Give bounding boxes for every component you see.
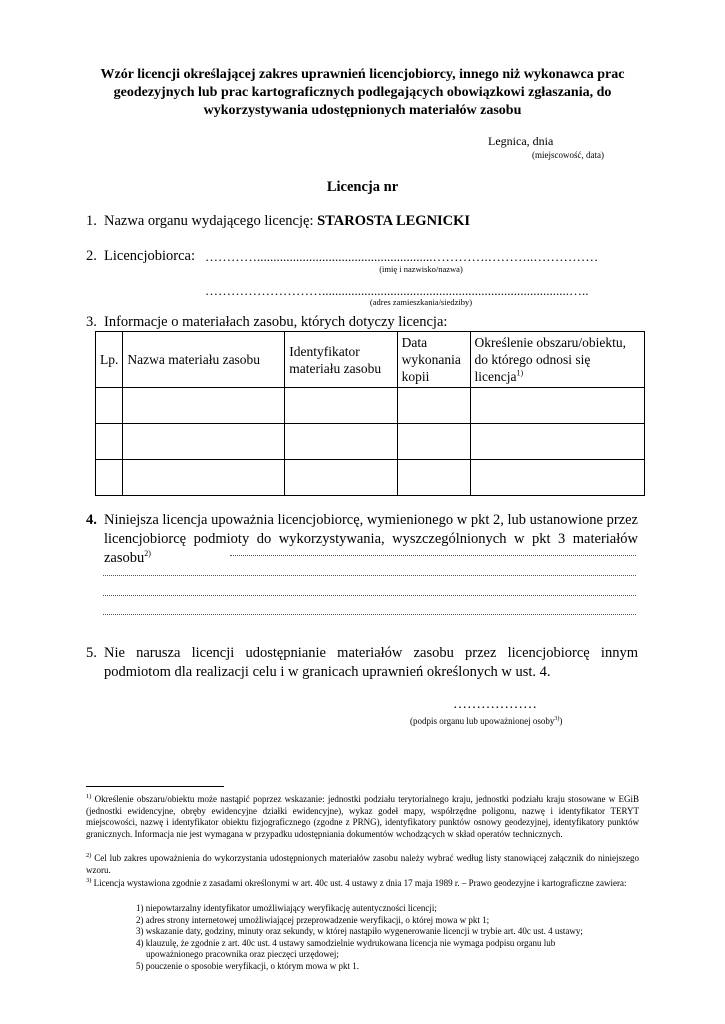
purpose-field-line-2[interactable] xyxy=(103,575,636,576)
item-3-number: 3. xyxy=(86,314,97,330)
materials-table-header xyxy=(96,332,645,388)
footnote-ref-3: 3) xyxy=(554,716,560,722)
table-cell[interactable] xyxy=(285,460,397,496)
table-cell[interactable] xyxy=(96,388,123,424)
list-item: upoważnionego pracownika oraz pieczęci urzędowej; xyxy=(146,949,339,960)
col-header-lp: Lp. xyxy=(96,332,123,388)
item-1-number: 1. xyxy=(86,213,97,229)
footnote-1: $^{1)}$ Określenie obszaru/obiektu może nastąpić poprzez wskazanie: jednostki podziału terytorialnego kraju, jednostki podziału kraju stosowane w EGiB (jednostki ewidencyjne, obręby ewidencyjne działki ewidencyjne), wykaz godeł mapy, współrzędne poligonu, nazwę i identyfikator TERYT miejscowości, nazwę i identyfikator obiektu fizjograficznego (zgodne z PRNG), identyfikatory punktów osnowy geodezyjnej, identyfikatory punktów granicznych. Informacja nie jest wymagana w przypadku udostępniania dokumentów wchodzących w skład operatów technicznych. xyxy=(86,793,639,839)
signature-field[interactable]: ……………… xyxy=(453,697,537,712)
footnote-ref-1: 1) xyxy=(516,368,524,378)
table-cell[interactable] xyxy=(470,460,644,496)
col-header-copy-date: Data wykonania kopii xyxy=(397,332,470,388)
table-cell[interactable] xyxy=(96,460,123,496)
place-date-label: Legnica, dnia xyxy=(488,134,554,148)
table-cell[interactable] xyxy=(397,388,470,424)
license-number-heading: Licencja nr xyxy=(326,179,399,195)
table-cell[interactable] xyxy=(470,424,644,460)
table-cell[interactable] xyxy=(285,424,397,460)
list-item: 4) klauzulę, że zgodnie z art. 40c ust. 4 ustawy samodzielnie wydrukowana licencja nie wymaga podpisu organu lub xyxy=(136,937,556,948)
table-cell[interactable] xyxy=(397,424,470,460)
issuing-authority-value: STAROSTA LEGNICKI xyxy=(317,213,471,229)
item-5 xyxy=(86,644,638,682)
col-header-name: Nazwa materiału zasobu xyxy=(123,332,285,388)
materials-table xyxy=(95,331,645,496)
list-item: 3) wskazanie daty, godziny, minuty oraz sekundy, w której nastąpiło wygenerowanie licencji w trybie art. 40c ust. 4 ustawy; xyxy=(136,926,583,937)
licensee-name-caption: (imię i nazwisko/nazwa) xyxy=(379,264,463,274)
list-item: 1) niepowtarzalny identyfikator umożliwiający weryfikację autentyczności licencji; xyxy=(136,903,437,913)
table-cell[interactable] xyxy=(123,424,285,460)
document-title: Wzór licencji określającej zakres uprawnień licencjobiorcy, innego niż wykonawca prac geodezyjnych lub prac kartograficznych podlegających obowiązkowi zgłaszania, do wykorzystywania udostępnionych materiałów zasobu xyxy=(100,67,625,118)
table-cell[interactable] xyxy=(123,388,285,424)
item-1-label: Nazwa organu wydającego licencję: xyxy=(104,213,314,229)
col-header-area: Określenie obszaru/obiektu, do którego odnosi się licencja$^{1)}$ xyxy=(470,332,644,388)
footnote-3: $^{3)}$ Licencja wystawiona zgodnie z zasadami określonymi w art. 40c ust. 4 ustawy z dnia 17 maja 1989 r. – Prawo geodezyjne i kartograficzne zawiera: xyxy=(86,877,627,888)
table-row xyxy=(96,460,645,496)
item-5-number: 5. xyxy=(86,645,97,661)
table-row xyxy=(96,388,645,424)
footnote-ref-2: 2) xyxy=(144,549,151,559)
place-date-caption: (miejscowość, data) xyxy=(532,150,604,160)
footnote-2: $^{2)}$ Cel lub zakres upoważnienia do wykorzystania udostępnionych materiałów zasobu należy wybrać według listy stanowiącej załącznik do niniejszego wzoru. xyxy=(86,852,640,875)
list-item: 2) adres strony internetowej umożliwiającej przeprowadzenie weryfikacji, o której mowa w pkt 1; xyxy=(136,914,490,925)
licensee-name-field[interactable]: …………......................................................………….………..…………… xyxy=(205,249,599,264)
col-header-identifier: Identyfikator materiału zasobu xyxy=(285,332,397,388)
licensee-address-caption: (adres zamieszkania/siedziby) xyxy=(369,297,473,307)
item-2-number: 2. xyxy=(86,248,97,264)
list-item: 5) pouczenie o sposobie weryfikacji, o którym mowa w pkt 1. xyxy=(136,960,359,971)
item-4-text: Niniejsza licencja upoważnia licencjobiorcę, wymienionego w pkt 2, lub ustanowione przez licencjobiorcę podmioty do wykorzystywania, wyszczególnionych w pkt 3 materiałów zasobu xyxy=(104,512,638,566)
table-row xyxy=(96,424,645,460)
item-4-number: 4. xyxy=(86,512,97,528)
table-cell[interactable] xyxy=(285,388,397,424)
item-3-label: Informacje o materiałach zasobu, których dotyczy licencja: xyxy=(104,314,448,330)
licensee-address-field[interactable]: ………………………............................................................................….. xyxy=(205,283,589,298)
signature-caption: (podpis organu lub upoważnionej osoby$^{3)}$) xyxy=(410,716,563,726)
footnote-divider xyxy=(86,786,224,787)
purpose-field-line-1[interactable] xyxy=(230,555,636,556)
item-2-label: Licencjobiorca: xyxy=(104,248,195,264)
purpose-field-line-3[interactable] xyxy=(103,595,636,596)
table-cell[interactable] xyxy=(96,424,123,460)
footnote-3-list xyxy=(136,903,646,973)
item-5-text: Nie narusza licencji udostępnianie materiałów zasobu przez licencjobiorcę innym podmiotom dla realizacji celu i w granicach uprawnień określonych w ust. 4. xyxy=(104,645,638,680)
purpose-field-line-4[interactable] xyxy=(103,614,636,615)
table-cell[interactable] xyxy=(123,460,285,496)
table-cell[interactable] xyxy=(397,460,470,496)
item-4 xyxy=(86,511,638,568)
table-cell[interactable] xyxy=(470,388,644,424)
